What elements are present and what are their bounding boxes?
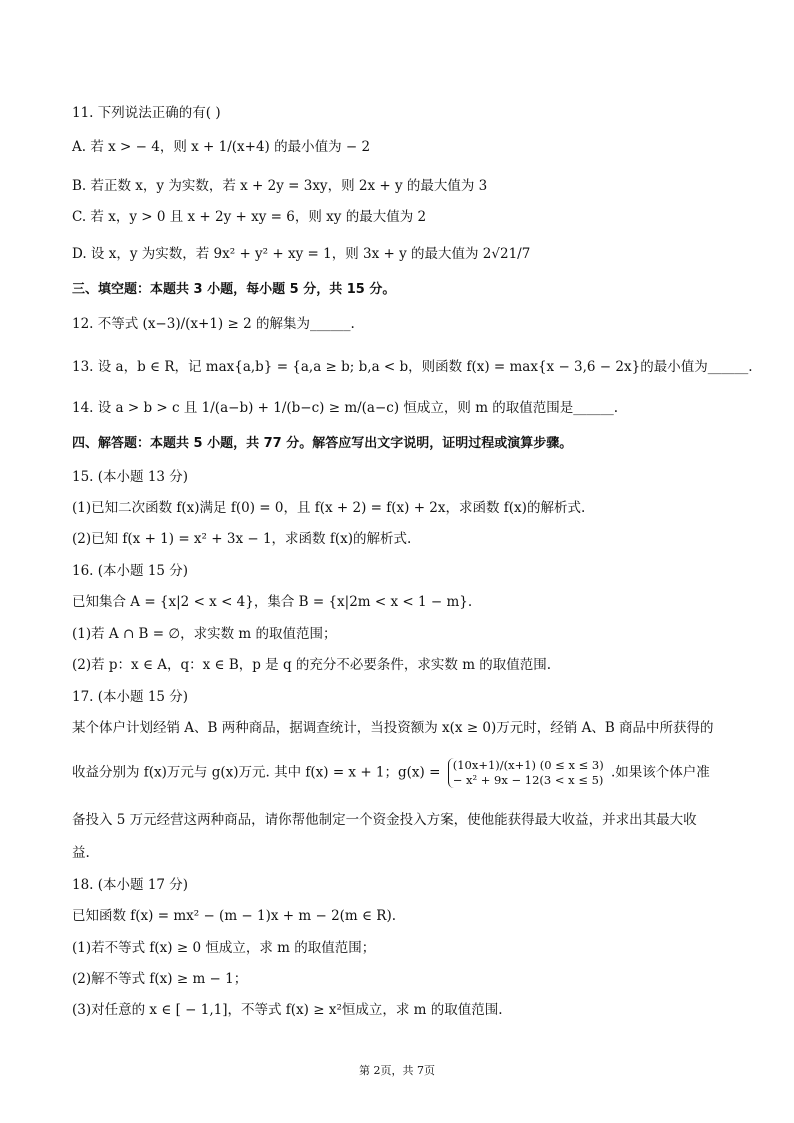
q15-part2: (2)已知 f(x + 1) = x² + 3x − 1，求函数 f(x)的解析式.	[72, 531, 412, 547]
q11-option-d: D. 设 x，y 为实数，若 9x² + y² + xy = 1，则 3x + y 的最大值为 2√21/7	[72, 246, 531, 262]
q18-part1: (1)若不等式 f(x) ≥ 0 恒成立，求 m 的取值范围；	[72, 940, 376, 956]
q16-part1: (1)若 A ∩ B = ∅，求实数 m 的取值范围；	[72, 626, 337, 642]
q17-line2-text: 收益分别为 f(x)万元与 g(x)万元. 其中 f(x) = x + 1；g(x) =	[72, 764, 441, 781]
piece-one: (10x+1)/(x+1) (0 ≤ x ≤ 3)	[452, 758, 604, 772]
q17-line2	[72, 758, 724, 788]
section-fill-in-heading: 三、填空题：本题共 3 小题，每小题 5 分，共 15 分。	[72, 282, 396, 297]
q18-part3: (3)对任意的 x ∈ [ − 1,1]，不等式 f(x) ≥ x²恒成立，求 m 的取值范围.	[72, 1002, 503, 1018]
q15-part1: (1)已知二次函数 f(x)满足 f(0) = 0，且 f(x + 2) = f(x) + 2x，求函数 f(x)的解析式.	[72, 500, 586, 516]
q12: 12. 不等式 (x−3)/(x+1) ≥ 2 的解集为______.	[72, 316, 355, 332]
q17-line1: 某个体户计划经销 A、B 两种商品，据调查统计，当投资额为 x(x ≥ 0)万元时，经销 A、B 商品中所获得的	[72, 720, 714, 736]
q13: 13. 设 a，b ∈ R，记 max{a,b} = {a,a ≥ b; b,a < b，则函数 f(x) = max{x − 3,6 − 2x}的最小值为______.	[72, 359, 753, 375]
piece-two: − x² + 9x − 12(3 < x ≤ 5)	[452, 773, 604, 787]
q17-line2-tail: .如果该个体户准	[611, 764, 710, 781]
q18-title: 18. (本小题 17 分)	[72, 877, 189, 893]
q11-stem: 11. 下列说法正确的有( )	[72, 105, 221, 121]
q14: 14. 设 a > b > c 且 1/(a−b) + 1/(b−c) ≥ m/(a−c) 恒成立，则 m 的取值范围是______.	[72, 400, 619, 416]
piecewise-function	[448, 758, 604, 788]
section-solve-heading: 四、解答题：本题共 5 小题，共 77 分。解答应写出文字说明，证明过程或演算步骤。	[72, 436, 573, 451]
q16-title: 16. (本小题 15 分)	[72, 563, 189, 579]
q18-stem: 已知函数 f(x) = mx² − (m − 1)x + m − 2(m ∈ R).	[72, 908, 397, 924]
q16-part2: (2)若 p：x ∈ A，q：x ∈ B，p 是 q 的充分不必要条件，求实数 m 的取值范围.	[72, 657, 552, 673]
q15-title: 15. (本小题 13 分)	[72, 469, 189, 485]
q17-line4: 益.	[72, 845, 90, 861]
q17-line3: 备投入 5 万元经营这两种商品，请你帮他制定一个资金投入方案，使他能获得最大收益，并求出其最大收	[72, 812, 697, 828]
q11-option-c: C. 若 x，y > 0 且 x + 2y + xy = 6，则 xy 的最大值为 2	[72, 209, 427, 225]
q11-option-b: B. 若正数 x，y 为实数，若 x + 2y = 3xy，则 2x + y 的最大值为 3	[72, 178, 488, 194]
q17-title: 17. (本小题 15 分)	[72, 689, 189, 705]
q18-part2: (2)解不等式 f(x) ≥ m − 1；	[72, 971, 248, 987]
q16-stem: 已知集合 A = {x|2 < x < 4}，集合 B = {x|2m < x < 1 − m}.	[72, 594, 473, 610]
page-footer: 第 2页，共 7页	[359, 1064, 435, 1077]
q11-option-a: A. 若 x > − 4，则 x + 1/(x+4) 的最小值为 − 2	[72, 139, 371, 155]
